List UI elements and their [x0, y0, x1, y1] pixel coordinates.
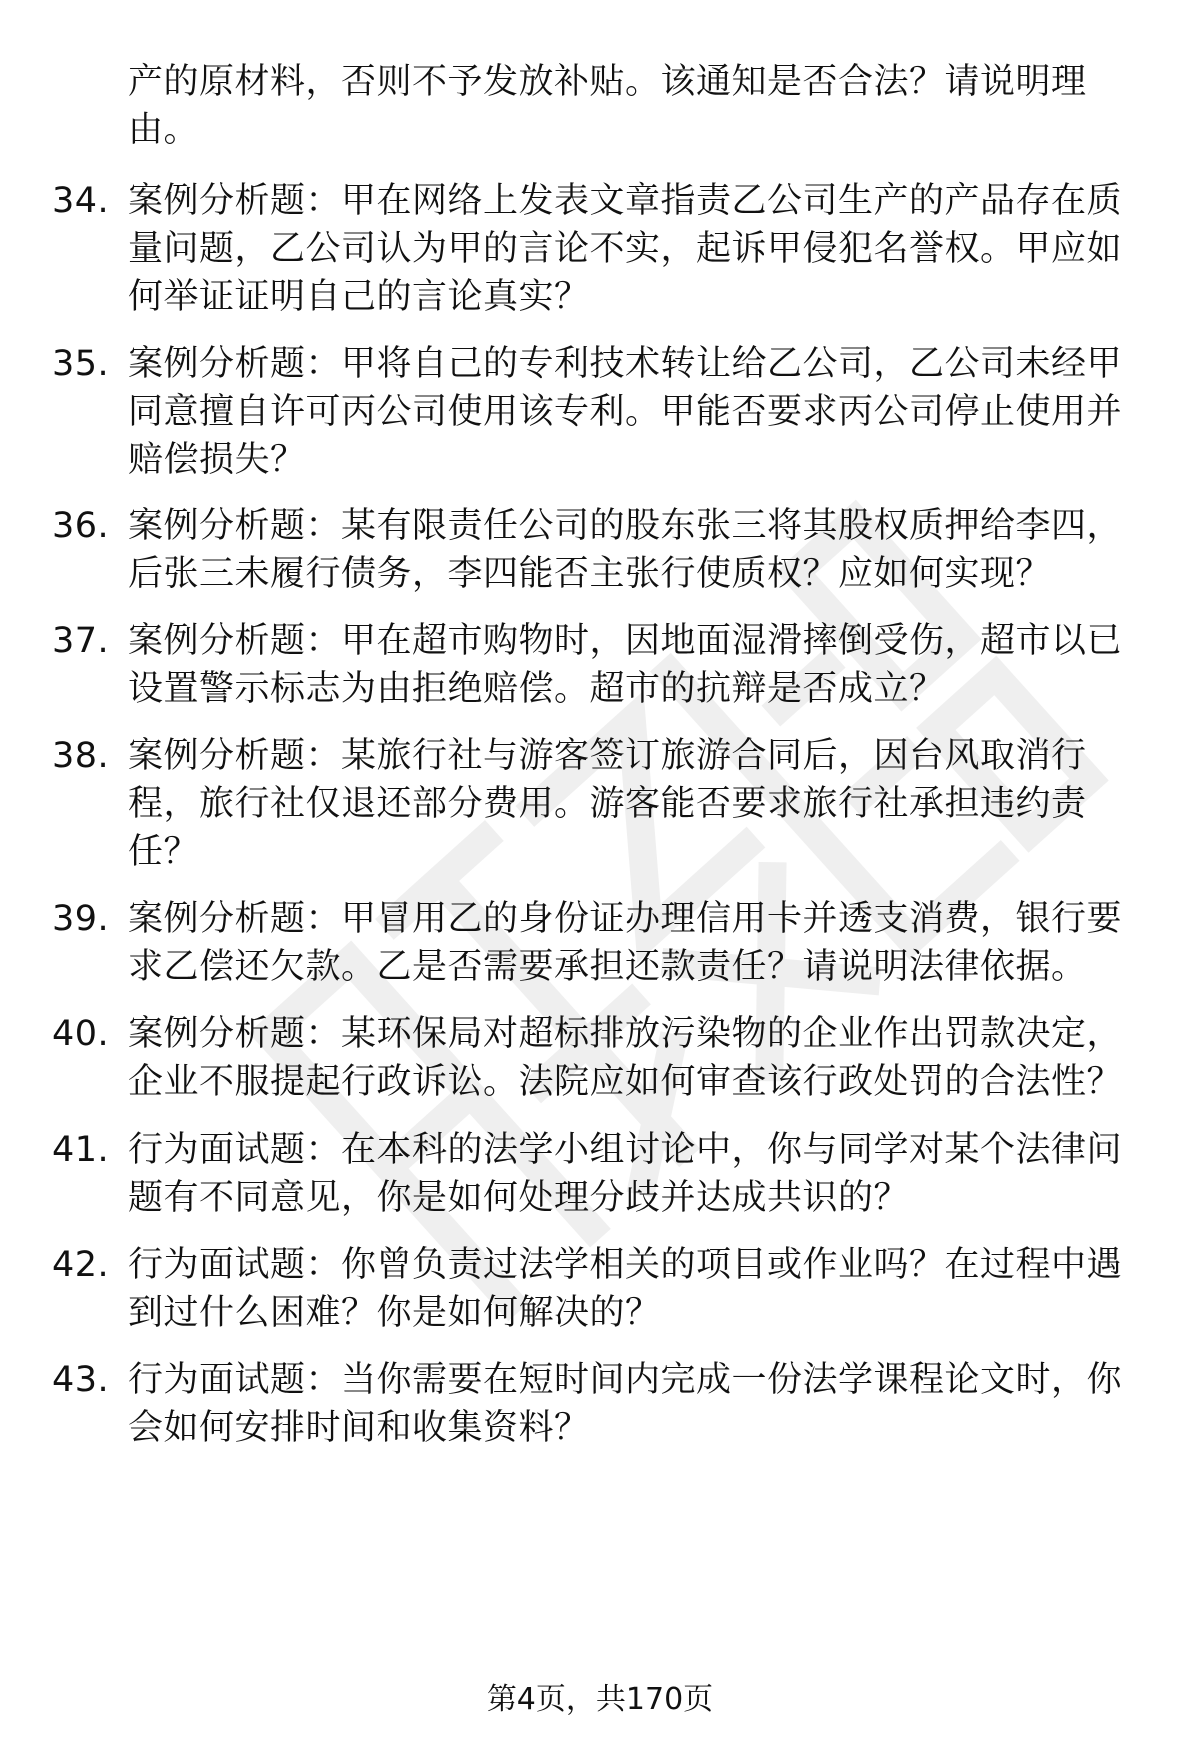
question-number: 41.: [52, 1130, 110, 1170]
question-number: 35.: [52, 344, 110, 384]
page-footer: 第4页，共170页: [486, 1682, 714, 1717]
question-text: 案例分析题：甲冒用乙的身份证办理信用卡并透支消费，银行要求乙偿还欠款。乙是否需要承担还款责任？请说明法律依据。: [128, 899, 1123, 987]
question-text: 案例分析题：甲在网络上发表文章指责乙公司生产的产品存在质量问题，乙公司认为甲的言论不实，起诉甲侵犯名誉权。甲应如何举证证明自己的言论真实？: [128, 181, 1123, 317]
question-text: 案例分析题：某环保局对超标排放污染物的企业作出罚款决定，企业不服提起行政诉讼。法院应如何审查该行政处罚的合法性？: [128, 1014, 1123, 1102]
question-text: 行为面试题：在本科的法学小组讨论中，你与同学对某个法律问题有不同意见，你是如何处理分歧并达成共识的？: [128, 1130, 1123, 1218]
question-number: 37.: [52, 621, 110, 661]
question-text: 案例分析题：某有限责任公司的股东张三将其股权质押给李四，后张三未履行债务，李四能否主张行使质权？应如何实现？: [128, 506, 1123, 594]
question-number: 39.: [52, 899, 110, 939]
question-text: 案例分析题：某旅行社与游客签订旅游合同后，因台风取消行程，旅行社仅退还部分费用。游客能否要求旅行社承担违约责任？: [128, 736, 1087, 872]
question-text: 案例分析题：甲将自己的专利技术转让给乙公司，乙公司未经甲同意擅自许可丙公司使用该专利。甲能否要求丙公司停止使用并赔偿损失？: [128, 344, 1123, 480]
question-number: 40.: [52, 1014, 110, 1054]
question-text: 行为面试题：当你需要在短时间内完成一份法学课程论文时，你会如何安排时间和收集资料？: [128, 1360, 1123, 1448]
question-number: 43.: [52, 1360, 110, 1400]
question-number: 42.: [52, 1245, 110, 1285]
question-text: 行为面试题：你曾负责过法学相关的项目或作业吗？在过程中遇到过什么困难？你是如何解决的？: [128, 1245, 1123, 1333]
question-text: 案例分析题：甲在超市购物时，因地面湿滑摔倒受伤，超市以已设置警示标志为由拒绝赔偿。超市的抗辩是否成立？: [128, 621, 1123, 709]
continuation-text: 产的原材料，否则不予发放补贴。该通知是否合法？请说明理由。: [128, 62, 1087, 150]
question-number: 34.: [52, 181, 110, 221]
question-number: 36.: [52, 506, 110, 546]
question-number: 38.: [52, 736, 110, 776]
